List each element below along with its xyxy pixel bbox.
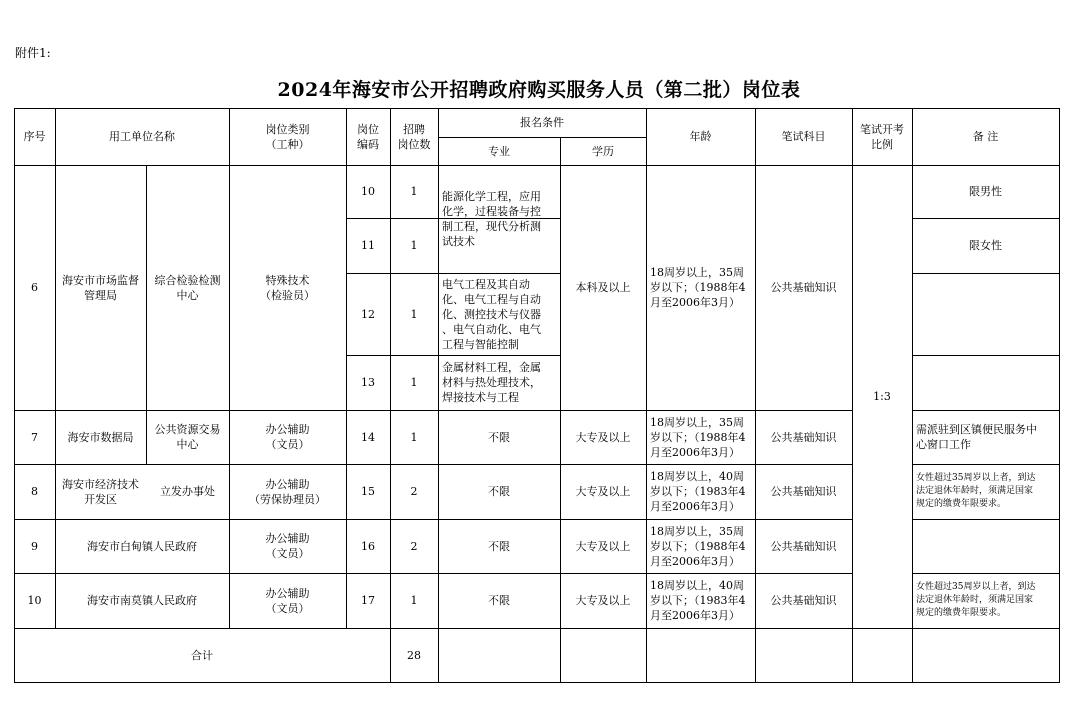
header-age: 年龄 [689,130,712,143]
sub-unit-cell: 立发办事处 [160,485,215,498]
major-cell: 金属材料工程，金属 材料与热处理技术， 焊接技术与工程 [442,361,541,404]
remark-cell: 女性超过35周岁以上者，到达 法定退休年龄时，须满足国家 规定的缴费年限要求。 [916,582,1036,618]
remark-cell [912,273,1059,355]
seq-cell: 9 [31,539,38,553]
count-cell: 2 [410,539,418,553]
education-cell: 大专及以上 [575,539,631,553]
exam-cell: 公共基础知识 [770,594,837,607]
ratio-cell: 1:3 [873,390,891,403]
unit-cell: 海安市经济技术 开发区 [62,477,139,506]
header-exam: 笔试科目 [781,130,826,143]
document-title: 2024年海安市公开招聘政府购买服务人员（第二批）岗位表 [277,79,801,101]
unit-cell: 海安市市场监督 管理局 [62,273,139,302]
count-cell: 1 [410,239,418,252]
education-cell: 大专及以上 [575,594,631,607]
exam-cell: 公共基础知识 [770,281,837,294]
remark-cell [912,355,1059,410]
count-cell: 2 [410,485,418,498]
major-cell: 不限 [488,430,510,444]
code-cell: 16 [361,539,375,553]
category-cell: 办公辅助 （文员） [265,586,310,615]
exam-cell: 公共基础知识 [770,539,837,553]
major-cell: 电气工程及其自动 化、电气工程与自动 化、测控技术与仪器 、电气自动化、电气 工程与智能控制 [442,277,541,351]
unit-cell: 海安市白甸镇人民政府 [87,539,197,553]
header-seq: 序号 [23,130,46,143]
header-ratio: 笔试开考 比例 [860,122,904,151]
count-cell: 1 [410,594,418,607]
code-cell: 15 [361,485,375,498]
header-remark: 备 注 [972,130,999,143]
remark-cell: 限女性 [969,239,1002,252]
seq-cell: 6 [31,281,38,294]
age-cell: 18周岁以上，35周 岁以下；（1988年4 月至2006年3月） [650,266,746,309]
code-cell: 17 [361,594,375,607]
count-cell: 1 [410,185,418,198]
header-education: 学历 [592,144,614,158]
count-cell: 1 [410,430,418,444]
code-cell: 12 [361,307,375,321]
count-cell: 1 [410,307,418,321]
header-major: 专业 [488,144,510,158]
category-cell: 办公辅助 （文员） [265,423,310,451]
header-category: 岗位类别 （工种） [265,122,310,151]
total-count: 28 [407,648,421,662]
age-cell: 18周岁以上，40周 岁以下；（1983年4 月至2006年3月） [650,470,746,513]
remark-cell: 女性超过35周岁以上者，到达 法定退休年龄时，须满足国家 规定的缴费年限要求。 [916,473,1036,509]
table-line [1059,108,1060,683]
education-cell: 本科及以上 [575,281,631,294]
major-cell: 能源化学工程，应用 化学，过程装备与控 制工程，现代分析测 试技术 [442,190,541,248]
remark-cell [912,519,1059,573]
exam-cell: 公共基础知识 [770,430,837,444]
education-cell: 大专及以上 [575,430,631,444]
header-count: 招聘 岗位数 [397,122,431,151]
unit-cell: 海安市数据局 [67,430,134,444]
major-cell: 不限 [488,539,510,553]
seq-cell: 7 [31,430,38,444]
header-conditions: 报名条件 [520,116,564,129]
category-cell: 特殊技术 （检验员） [260,273,315,302]
code-cell: 13 [361,376,375,389]
age-cell: 18周岁以上，35周 岁以下；（1988年4 月至2006年3月） [650,524,746,568]
exam-cell: 公共基础知识 [770,485,837,498]
count-cell: 1 [410,376,418,389]
sub-unit-cell: 公共资源交易 中心 [154,423,221,451]
category-cell: 办公辅助 （文员） [265,532,310,560]
category-cell: 办公辅助 （劳保协理员） [249,477,326,506]
header-code: 岗位 编码 [357,122,379,151]
unit-cell: 海安市南莫镇人民政府 [87,594,197,607]
education-cell: 大专及以上 [575,485,631,498]
code-cell: 10 [361,185,375,198]
total-label: 合计 [191,648,213,662]
seq-cell: 10 [27,594,42,607]
age-cell: 18周岁以上，35周 岁以下；（1988年4 月至2006年3月） [650,415,746,459]
sub-unit-cell: 综合检验检测 中心 [154,273,221,302]
age-cell: 18周岁以上，40周 岁以下；（1983年4 月至2006年3月） [650,579,746,622]
seq-cell: 8 [31,485,38,498]
attachment-label: 附件1: [15,46,51,60]
code-cell: 11 [361,239,375,252]
header-unit: 用工单位名称 [109,130,175,143]
major-cell: 不限 [488,594,510,607]
major-cell: 不限 [488,485,510,498]
code-cell: 14 [361,430,375,444]
remark-cell: 限男性 [969,185,1002,198]
table-line [14,682,1060,683]
remark-cell: 需派驻到区镇便民服务中 心窗口工作 [916,423,1037,451]
